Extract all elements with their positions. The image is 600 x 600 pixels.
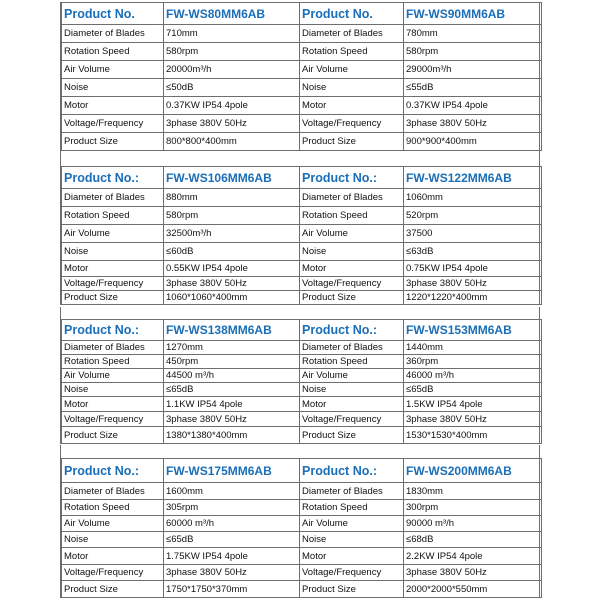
spec-row-size (62, 581, 542, 598)
air-volume-label: Air Volume (62, 225, 164, 243)
motor-label: Motor (300, 548, 404, 565)
voltage-label: Voltage/Frequency (62, 565, 164, 581)
voltage-value: 3phase 380V 50Hz (164, 412, 300, 427)
spec-block-3 (60, 319, 540, 444)
product-no-label: Product No.: (62, 167, 164, 189)
air-volume-label: Air Volume (300, 225, 404, 243)
size-label: Product Size (62, 581, 164, 598)
noise-value: ≤63dB (404, 243, 542, 261)
model-number: FW-WS122MM6AB (404, 167, 542, 189)
size-label: Product Size (300, 291, 404, 305)
model-number: FW-WS175MM6AB (164, 459, 300, 483)
motor-label: Motor (62, 397, 164, 412)
spec-row-motor (62, 97, 542, 115)
motor-label: Motor (62, 261, 164, 277)
product-no-label: Product No.: (300, 320, 404, 341)
voltage-value: 3phase 380V 50Hz (164, 565, 300, 581)
rotation-label: Rotation Speed (300, 43, 404, 61)
diameter-value: 1600mm (164, 483, 300, 500)
rotation-label: Rotation Speed (62, 207, 164, 225)
voltage-value: 3phase 380V 50Hz (404, 277, 542, 291)
spec-row-voltage (62, 277, 542, 291)
product-header-row (62, 3, 542, 25)
model-number: FW-WS80MM6AB (164, 3, 300, 25)
air-volume-label: Air Volume (300, 516, 404, 532)
spec-table-2 (61, 166, 542, 305)
spec-row-diameter (62, 483, 542, 500)
noise-value: ≤68dB (404, 532, 542, 548)
air-volume-label: Air Volume (300, 369, 404, 383)
diameter-value: 780mm (404, 25, 542, 43)
rotation-value: 580rpm (164, 207, 300, 225)
diameter-label: Diameter of Blades (62, 483, 164, 500)
motor-value: 0.55KW IP54 4pole (164, 261, 300, 277)
spec-row-size (62, 427, 542, 444)
spec-row-motor (62, 261, 542, 277)
air-volume-label: Air Volume (300, 61, 404, 79)
rotation-label: Rotation Speed (300, 355, 404, 369)
noise-value: ≤50dB (164, 79, 300, 97)
spec-row-rotation (62, 500, 542, 516)
size-label: Product Size (300, 427, 404, 444)
motor-value: 0.37KW IP54 4pole (164, 97, 300, 115)
diameter-value: 710mm (164, 25, 300, 43)
motor-value: 1.1KW IP54 4pole (164, 397, 300, 412)
size-value: 1380*1380*400mm (164, 427, 300, 444)
air-volume-value: 90000 m³/h (404, 516, 542, 532)
spec-row-voltage (62, 565, 542, 581)
air-volume-value: 32500m³/h (164, 225, 300, 243)
voltage-label: Voltage/Frequency (300, 565, 404, 581)
noise-label: Noise (62, 79, 164, 97)
voltage-label: Voltage/Frequency (62, 277, 164, 291)
model-number: FW-WS153MM6AB (404, 320, 542, 341)
model-number: FW-WS90MM6AB (404, 3, 542, 25)
diameter-label: Diameter of Blades (62, 341, 164, 355)
spec-row-air-volume (62, 369, 542, 383)
size-value: 2000*2000*550mm (404, 581, 542, 598)
spec-table-4 (61, 458, 542, 598)
rotation-value: 580rpm (404, 43, 542, 61)
voltage-value: 3phase 380V 50Hz (404, 115, 542, 133)
spec-row-diameter (62, 341, 542, 355)
voltage-label: Voltage/Frequency (62, 115, 164, 133)
spec-row-rotation (62, 355, 542, 369)
spec-row-rotation (62, 43, 542, 61)
motor-label: Motor (62, 97, 164, 115)
rotation-value: 300rpm (404, 500, 542, 516)
motor-label: Motor (300, 97, 404, 115)
rotation-label: Rotation Speed (62, 43, 164, 61)
spec-row-diameter (62, 189, 542, 207)
spec-row-diameter (62, 25, 542, 43)
noise-label: Noise (300, 79, 404, 97)
rotation-label: Rotation Speed (62, 500, 164, 516)
air-volume-label: Air Volume (62, 369, 164, 383)
diameter-label: Diameter of Blades (62, 25, 164, 43)
diameter-value: 1270mm (164, 341, 300, 355)
spec-row-motor (62, 548, 542, 565)
product-no-label: Product No.: (300, 167, 404, 189)
spec-block-1 (60, 2, 540, 151)
noise-label: Noise (62, 383, 164, 397)
spec-row-motor (62, 397, 542, 412)
air-volume-value: 60000 m³/h (164, 516, 300, 532)
size-value: 1750*1750*370mm (164, 581, 300, 598)
rotation-value: 520rpm (404, 207, 542, 225)
noise-value: ≤65dB (164, 383, 300, 397)
spec-row-rotation (62, 207, 542, 225)
voltage-label: Voltage/Frequency (62, 412, 164, 427)
diameter-value: 1830mm (404, 483, 542, 500)
noise-value: ≤60dB (164, 243, 300, 261)
size-value: 1060*1060*400mm (164, 291, 300, 305)
spec-row-air-volume (62, 61, 542, 79)
noise-label: Noise (62, 532, 164, 548)
diameter-label: Diameter of Blades (300, 25, 404, 43)
spec-row-voltage (62, 412, 542, 427)
block-spacer (60, 307, 540, 319)
noise-value: ≤65dB (164, 532, 300, 548)
rotation-label: Rotation Speed (300, 207, 404, 225)
product-header-row (62, 167, 542, 189)
rotation-label: Rotation Speed (62, 355, 164, 369)
motor-value: 0.75KW IP54 4pole (404, 261, 542, 277)
voltage-value: 3phase 380V 50Hz (164, 115, 300, 133)
size-label: Product Size (62, 291, 164, 305)
spec-row-noise (62, 243, 542, 261)
voltage-label: Voltage/Frequency (300, 412, 404, 427)
diameter-label: Diameter of Blades (62, 189, 164, 207)
voltage-value: 3phase 380V 50Hz (404, 565, 542, 581)
spec-block-2 (60, 166, 540, 305)
noise-value: ≤55dB (404, 79, 542, 97)
diameter-label: Diameter of Blades (300, 341, 404, 355)
diameter-value: 1060mm (404, 189, 542, 207)
product-no-label: Product No. (62, 3, 164, 25)
motor-label: Motor (62, 548, 164, 565)
size-value: 1530*1530*400mm (404, 427, 542, 444)
motor-value: 1.5KW IP54 4pole (404, 397, 542, 412)
air-volume-label: Air Volume (62, 516, 164, 532)
product-no-label: Product No. (300, 3, 404, 25)
size-label: Product Size (300, 581, 404, 598)
spec-row-air-volume (62, 225, 542, 243)
motor-label: Motor (300, 397, 404, 412)
air-volume-value: 37500 (404, 225, 542, 243)
diameter-value: 1440mm (404, 341, 542, 355)
size-label: Product Size (300, 133, 404, 151)
voltage-label: Voltage/Frequency (300, 115, 404, 133)
size-label: Product Size (62, 133, 164, 151)
noise-label: Noise (300, 532, 404, 548)
spec-row-noise (62, 383, 542, 397)
spec-block-4 (60, 458, 540, 598)
spec-row-size (62, 133, 542, 151)
diameter-label: Diameter of Blades (300, 483, 404, 500)
air-volume-value: 29000m³/h (404, 61, 542, 79)
product-no-label: Product No.: (300, 459, 404, 483)
spec-table-1 (61, 2, 542, 151)
spec-table-3 (61, 319, 542, 444)
spec-row-noise (62, 532, 542, 548)
size-value: 900*900*400mm (404, 133, 542, 151)
air-volume-value: 20000m³/h (164, 61, 300, 79)
noise-label: Noise (300, 243, 404, 261)
noise-label: Noise (62, 243, 164, 261)
rotation-label: Rotation Speed (300, 500, 404, 516)
motor-value: 2.2KW IP54 4pole (404, 548, 542, 565)
product-no-label: Product No.: (62, 459, 164, 483)
spec-row-air-volume (62, 516, 542, 532)
rotation-value: 305rpm (164, 500, 300, 516)
product-header-row (62, 459, 542, 483)
product-no-label: Product No.: (62, 320, 164, 341)
size-value: 1220*1220*400mm (404, 291, 542, 305)
size-label: Product Size (62, 427, 164, 444)
rotation-value: 580rpm (164, 43, 300, 61)
air-volume-value: 44500 m³/h (164, 369, 300, 383)
model-number: FW-WS106MM6AB (164, 167, 300, 189)
motor-value: 0.37KW IP54 4pole (404, 97, 542, 115)
motor-label: Motor (300, 261, 404, 277)
voltage-label: Voltage/Frequency (300, 277, 404, 291)
air-volume-value: 46000 m³/h (404, 369, 542, 383)
product-header-row (62, 320, 542, 341)
spec-row-size (62, 291, 542, 305)
spec-row-voltage (62, 115, 542, 133)
rotation-value: 450rpm (164, 355, 300, 369)
size-value: 800*800*400mm (164, 133, 300, 151)
rotation-value: 360rpm (404, 355, 542, 369)
voltage-value: 3phase 380V 50Hz (404, 412, 542, 427)
noise-label: Noise (300, 383, 404, 397)
diameter-value: 880mm (164, 189, 300, 207)
model-number: FW-WS138MM6AB (164, 320, 300, 341)
diameter-label: Diameter of Blades (300, 189, 404, 207)
block-spacer (60, 150, 540, 166)
motor-value: 1.75KW IP54 4pole (164, 548, 300, 565)
spec-row-noise (62, 79, 542, 97)
noise-value: ≤65dB (404, 383, 542, 397)
air-volume-label: Air Volume (62, 61, 164, 79)
block-spacer (60, 445, 540, 458)
model-number: FW-WS200MM6AB (404, 459, 542, 483)
voltage-value: 3phase 380V 50Hz (164, 277, 300, 291)
